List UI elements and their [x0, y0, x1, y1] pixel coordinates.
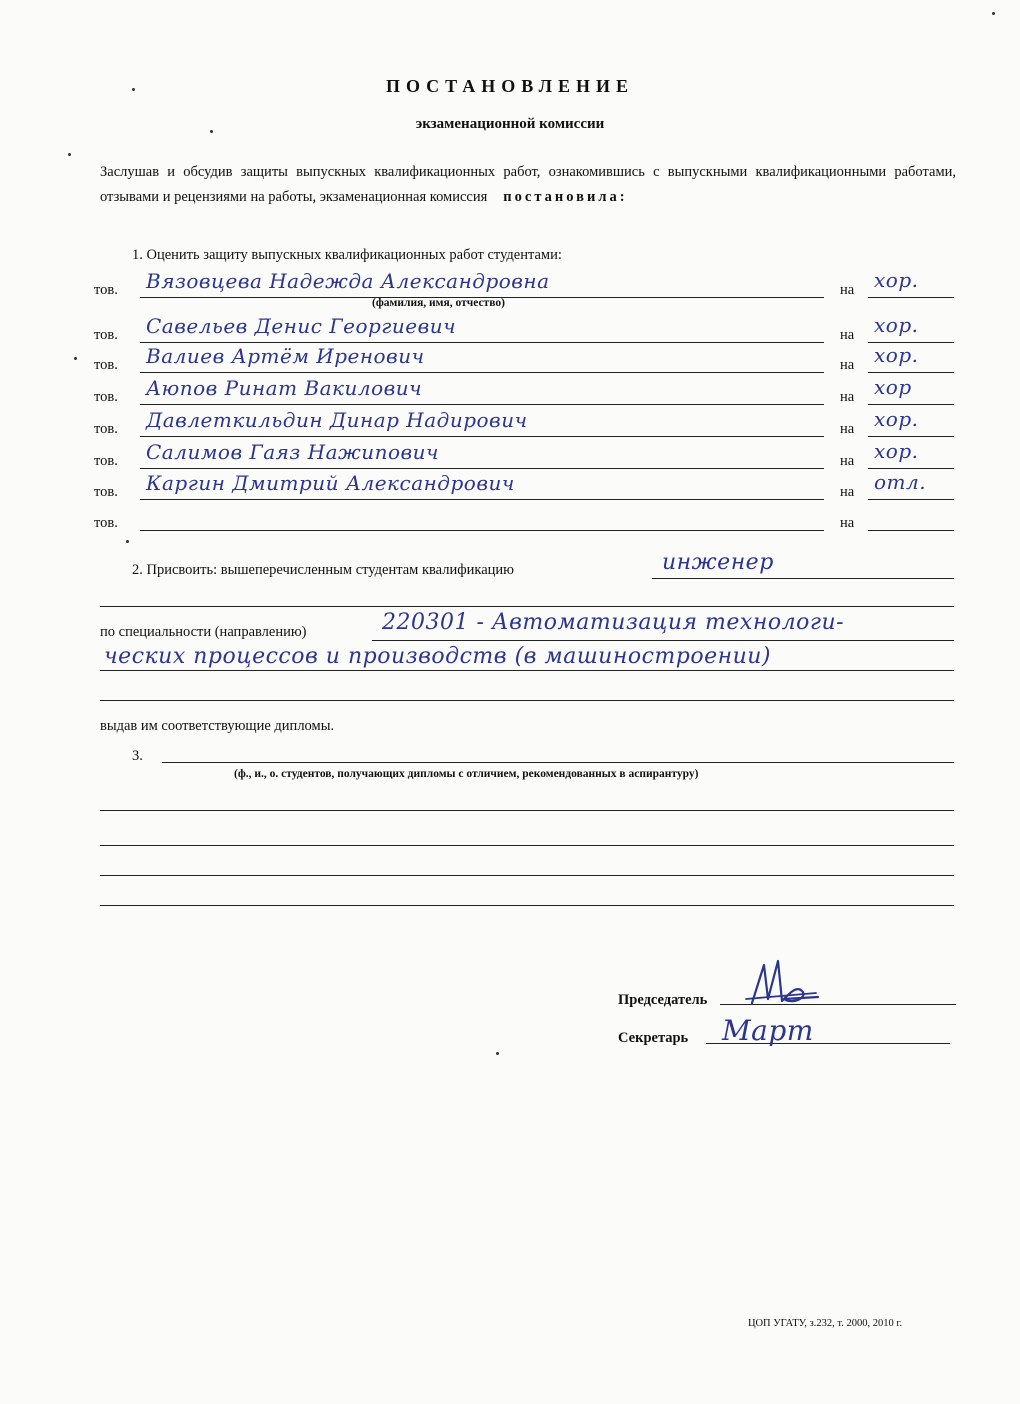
scan-speck: [132, 88, 135, 91]
row-prefix: тов.: [94, 484, 118, 500]
secretary-label: Секретарь: [618, 1030, 689, 1046]
student-grade: хор.: [874, 313, 919, 337]
on-label: на: [840, 327, 855, 343]
section3-line: [162, 762, 954, 763]
qualification-label: 2. Присвоить: вышеперечисленным студентам квалификацию: [132, 562, 514, 578]
name-line: [140, 404, 824, 405]
section1-heading: 1. Оценить защиту выпускных квалификационных работ студентами:: [132, 247, 562, 263]
qualification-value: инженер: [662, 550, 774, 575]
student-name: Салимов Гаяз Нажипович: [146, 440, 440, 464]
student-grade: хор: [874, 375, 912, 399]
blank-line: [100, 606, 954, 607]
student-grade: хор.: [874, 439, 919, 463]
scan-speck: [126, 540, 129, 543]
scan-speck: [992, 12, 995, 15]
on-label: на: [840, 453, 855, 469]
grade-line: [868, 530, 954, 531]
blank-line: [100, 875, 954, 876]
scan-speck: [68, 153, 71, 156]
grade-line: [868, 372, 954, 373]
student-grade: хор.: [874, 343, 919, 367]
specialty-label: по специальности (направлению): [100, 624, 307, 640]
student-name: Валиев Артём Иренович: [146, 344, 425, 368]
grade-line: [868, 468, 954, 469]
student-name: Вязовцева Надежда Александровна: [146, 269, 550, 293]
grade-line: [868, 436, 954, 437]
name-line: [140, 372, 824, 373]
print-footer: ЦОП УГАТУ, з.232, т. 2000, 2010 г.: [748, 1318, 903, 1329]
intro-text: Заслушав и обсудив защиты выпускных квалификационных работ, ознакомившись с выпускными квалификационными работами, отзывами и рецензиями на работы, экзаменационная комиссия: [100, 164, 956, 205]
on-label: на: [840, 421, 855, 437]
scan-speck: [74, 357, 77, 360]
diplomas-text: выдав им соответствующие дипломы.: [100, 718, 335, 734]
secretary-signature: Март: [722, 1014, 814, 1047]
scan-speck: [210, 130, 213, 133]
on-label: на: [840, 515, 855, 531]
specialty-value-1: 220301 - Автоматизация технологи-: [382, 610, 845, 635]
document-subtitle: экзаменационной комиссии: [415, 116, 605, 132]
row-prefix: тов.: [94, 453, 118, 469]
section3-number: 3.: [132, 748, 143, 764]
scan-speck: [496, 1052, 499, 1055]
student-grade: хор.: [874, 407, 919, 431]
blank-line: [100, 905, 954, 906]
on-label: на: [840, 282, 855, 298]
qualification-line: [652, 578, 954, 579]
section3-caption: (ф., и., о. студентов, получающих дипломы с отличием, рекомендованных в аспирантуру): [234, 768, 699, 780]
name-line: [140, 468, 824, 469]
chairman-signature: [738, 955, 828, 1015]
row-prefix: тов.: [94, 389, 118, 405]
document-title: ПОСТАНОВЛЕНИЕ: [385, 76, 635, 96]
blank-line: [100, 700, 954, 701]
row-prefix: тов.: [94, 282, 118, 298]
row-prefix: тов.: [94, 515, 118, 531]
name-line: [140, 436, 824, 437]
student-name: Аюпов Ринат Вакилович: [146, 376, 423, 400]
blank-line: [100, 845, 954, 846]
name-caption: (фамилия, имя, отчество): [372, 297, 505, 309]
student-grade: хор.: [874, 268, 919, 292]
specialty-value-2: ческих процессов и производств (в машиностроении): [104, 644, 772, 669]
on-label: на: [840, 357, 855, 373]
student-grade: отл.: [874, 470, 927, 494]
specialty-line-2: [100, 670, 954, 671]
student-name: Каргин Дмитрий Александрович: [146, 471, 515, 495]
blank-line: [100, 810, 954, 811]
name-line: [140, 530, 824, 531]
row-prefix: тов.: [94, 421, 118, 437]
row-prefix: тов.: [94, 357, 118, 373]
row-prefix: тов.: [94, 327, 118, 343]
on-label: на: [840, 484, 855, 500]
specialty-line-1: [372, 640, 954, 641]
grade-line: [868, 499, 954, 500]
grade-line: [868, 297, 954, 298]
student-name: Давлеткильдин Динар Надирович: [146, 408, 528, 432]
student-name: Савельев Денис Георгиевич: [146, 314, 457, 338]
on-label: на: [840, 389, 855, 405]
name-line: [140, 499, 824, 500]
decision-word: постановила:: [503, 189, 628, 205]
grade-line: [868, 404, 954, 405]
name-line: [140, 342, 824, 343]
chairman-label: Председатель: [618, 992, 708, 1008]
intro-paragraph: [100, 160, 956, 210]
